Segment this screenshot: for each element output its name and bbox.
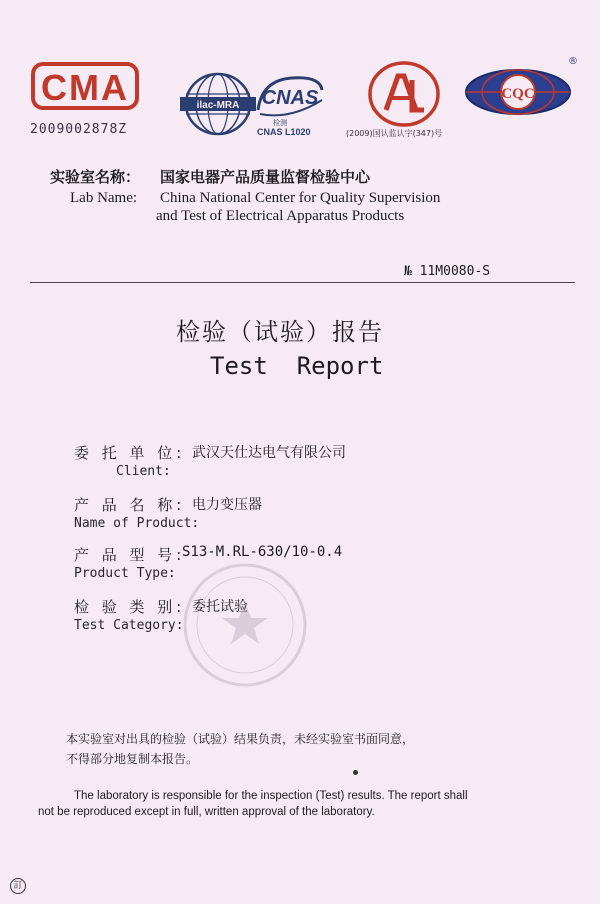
- ilac-globe-icon: [178, 68, 258, 138]
- notice-en-line2: not be reproduced except in full, written approval of the laboratory.: [38, 806, 375, 818]
- embossed-seal: [180, 560, 310, 690]
- cqc-globe-icon: [460, 60, 580, 120]
- lab-name-cn: 国家电器产品质量监督检验中心: [160, 168, 371, 186]
- cnas-logo: [252, 70, 328, 122]
- lab-label-cn: 实验室名称：: [50, 168, 141, 186]
- client-value: 武汉天仕达电气有限公司: [192, 445, 346, 461]
- cal-logo: [364, 60, 444, 128]
- test-category-value: 委托试验: [192, 599, 248, 615]
- seal-star-icon: [180, 560, 310, 690]
- notice-cn-line1: 本实验室对出具的检验（试验）结果负责，未经实验室书面同意，: [66, 732, 415, 746]
- lab-label-en: Lab Name:: [70, 190, 138, 206]
- cma-mark-icon: [30, 60, 140, 112]
- svg-text:CMA: CMA: [41, 67, 129, 108]
- cnas-number: CNAS L1020: [257, 127, 311, 137]
- product-type-label-en: Product Type:: [74, 566, 176, 581]
- client-label-cn: 委 托 单 位:: [74, 444, 186, 462]
- notice-en-line1: The laboratory is responsible for the inspection (Test) results. The report shall: [74, 790, 468, 802]
- test-category-label-cn: 检 验 类 别:: [74, 598, 186, 616]
- cqc-logo: [460, 60, 580, 120]
- client-label-en: Client:: [116, 464, 171, 479]
- ilac-sub-label: 检测: [273, 119, 287, 127]
- product-type-label-cn: 产 品 型 号:: [74, 546, 186, 564]
- product-name-label-en: Name of Product:: [74, 516, 200, 531]
- title-en: Test Report: [210, 352, 384, 380]
- product-type-value: S13-M.RL-630/10-0.4: [182, 544, 343, 560]
- binding-mark-label: 訂: [13, 881, 23, 891]
- product-name-label-cn: 产 品 名 称:: [74, 496, 186, 514]
- small-dot: [353, 770, 358, 775]
- registered-mark: ®: [568, 56, 578, 67]
- binding-mark: [10, 878, 26, 894]
- svg-text:ilac-MRA: ilac-MRA: [196, 100, 240, 111]
- header-divider: [30, 282, 575, 283]
- lab-name-en-line1: China National Center for Quality Supervision: [160, 190, 441, 206]
- cma-number: 2009002878Z: [30, 122, 128, 137]
- svg-text:CQC: CQC: [501, 86, 535, 102]
- ilac-mra-logo: [178, 68, 258, 138]
- notice-cn-line2: 不得部分地复制本报告。: [66, 752, 199, 766]
- cnas-mark-icon: [252, 70, 328, 122]
- product-name-value: 电力变压器: [192, 497, 262, 513]
- lab-name-en-line2: and Test of Electrical Apparatus Products: [156, 208, 405, 224]
- svg-text:CNAS: CNAS: [261, 87, 319, 109]
- cal-number: (2009)国认监认字(347)号: [346, 129, 443, 138]
- title-cn: 检验（试验）报告: [176, 318, 384, 346]
- cma-logo: [30, 60, 140, 120]
- cal-mark-icon: [364, 60, 444, 128]
- test-category-label-en: Test Category:: [74, 618, 184, 633]
- report-number: № 11M0080-S: [404, 264, 491, 279]
